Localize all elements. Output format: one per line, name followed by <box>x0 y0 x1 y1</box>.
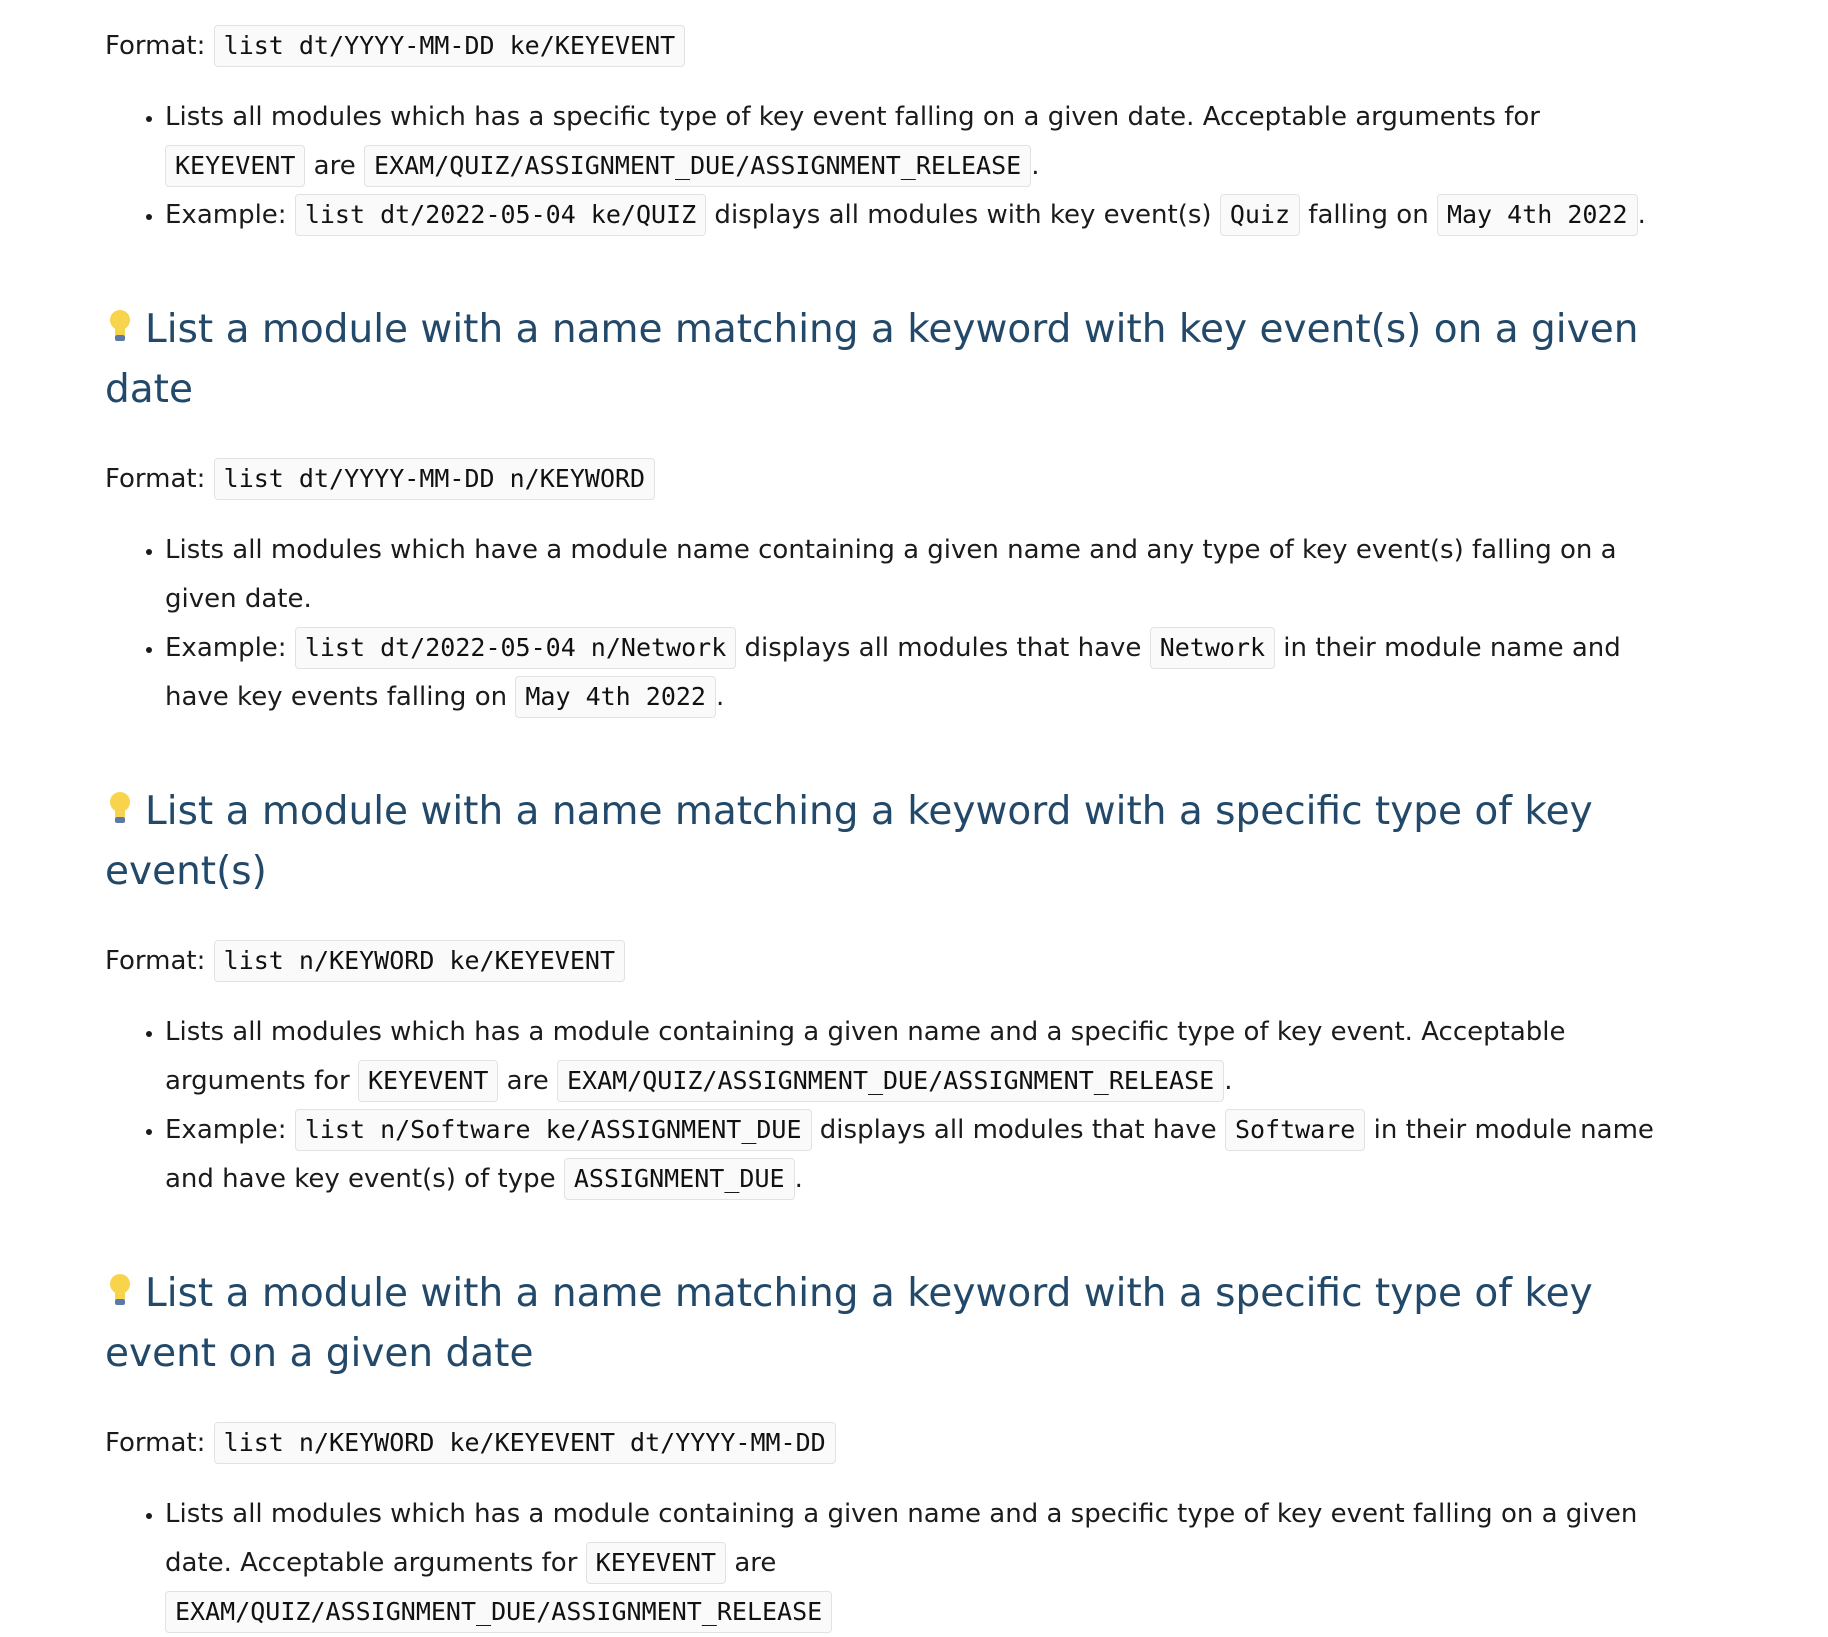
format-code: list dt/YYYY-MM-DD ke/KEYEVENT <box>214 25 686 67</box>
list-item: • Lists all modules which has a module containing a given name and a specific type of key event. Acceptable arguments for KEYEVENT are EXAM/QUIZ/ASSIGNMENT_DUE/ASSIGNMENT_RELEASE . <box>165 1008 1665 1106</box>
format-line <box>105 22 1665 71</box>
inline-code: list dt/2022-05-04 ke/QUIZ <box>295 194 706 236</box>
list-item: • Example: list n/Software ke/ASSIGNMENT_DUE displays all modules that have Software in their module name and have key event(s) of type ASSIGNMENT_DUE . <box>165 1106 1665 1204</box>
list-item: • Lists all modules which has a specific type of key event falling on a given date. Acceptable arguments for KEYEVENT are EXAM/QUIZ/ASSIGNMENT_DUE/ASSIGNMENT_RELEASE . <box>165 93 1665 191</box>
list-item: • Example: list dt/2022-05-04 n/Network displays all modules that have Network in their module name and have key events falling on May 4th 2022 . <box>165 624 1665 722</box>
inline-code: list n/Software ke/ASSIGNMENT_DUE <box>295 1109 812 1151</box>
inline-code: KEYEVENT <box>586 1542 726 1584</box>
format-line <box>105 937 1665 986</box>
format-label: Format: <box>105 946 206 976</box>
guide-content <box>105 0 1665 1637</box>
format-code: list n/KEYWORD ke/KEYEVENT <box>214 940 625 982</box>
inline-code: ASSIGNMENT_DUE <box>564 1158 795 1200</box>
inline-code: May 4th 2022 <box>1437 194 1638 236</box>
inline-code: EXAM/QUIZ/ASSIGNMENT_DUE/ASSIGNMENT_RELEASE <box>557 1060 1224 1102</box>
list-item: • Example: list dt/2022-05-04 ke/QUIZ displays all modules with key event(s) Quiz falling on May 4th 2022 . <box>165 191 1665 240</box>
inline-code: Network <box>1150 627 1275 669</box>
inline-code: EXAM/QUIZ/ASSIGNMENT_DUE/ASSIGNMENT_RELEASE <box>165 1591 832 1633</box>
bullet-list <box>105 526 1665 722</box>
inline-code: Quiz <box>1220 194 1300 236</box>
bullet-list <box>105 93 1665 240</box>
list-item: • Lists all modules which have a module name containing a given name and any type of key event(s) falling on a given date. <box>165 526 1665 624</box>
lightbulb-icon <box>105 1270 139 1310</box>
format-code: list dt/YYYY-MM-DD n/KEYWORD <box>214 458 655 500</box>
section-heading: List a module with a name matching a keyword with a specific type of key event(s) <box>105 789 1593 894</box>
bullet-list <box>105 1008 1665 1204</box>
lightbulb-icon <box>105 788 139 828</box>
inline-code: Software <box>1225 1109 1365 1151</box>
format-line <box>105 455 1665 504</box>
lightbulb-icon <box>105 306 139 346</box>
inline-code: KEYEVENT <box>165 145 305 187</box>
format-label: Format: <box>105 31 206 61</box>
format-label: Format: <box>105 464 206 494</box>
inline-code: May 4th 2022 <box>515 676 716 718</box>
inline-code: KEYEVENT <box>358 1060 498 1102</box>
format-label: Format: <box>105 1428 206 1458</box>
inline-code: list dt/2022-05-04 n/Network <box>295 627 736 669</box>
bullet-list <box>105 1490 1665 1637</box>
format-code: list n/KEYWORD ke/KEYEVENT dt/YYYY-MM-DD <box>214 1422 836 1464</box>
inline-code: EXAM/QUIZ/ASSIGNMENT_DUE/ASSIGNMENT_RELEASE <box>364 145 1031 187</box>
section-heading: List a module with a name matching a keyword with key event(s) on a given date <box>105 307 1639 412</box>
list-item: • Lists all modules which has a module containing a given name and a specific type of key event falling on a given date. Acceptable arguments for KEYEVENT are EXAM/QUIZ/ASSIGNMENT_DUE/ASSIGNMENT_RELEASE <box>165 1490 1665 1637</box>
section-heading: List a module with a name matching a keyword with a specific type of key event on a given date <box>105 1271 1593 1376</box>
format-line <box>105 1419 1665 1468</box>
